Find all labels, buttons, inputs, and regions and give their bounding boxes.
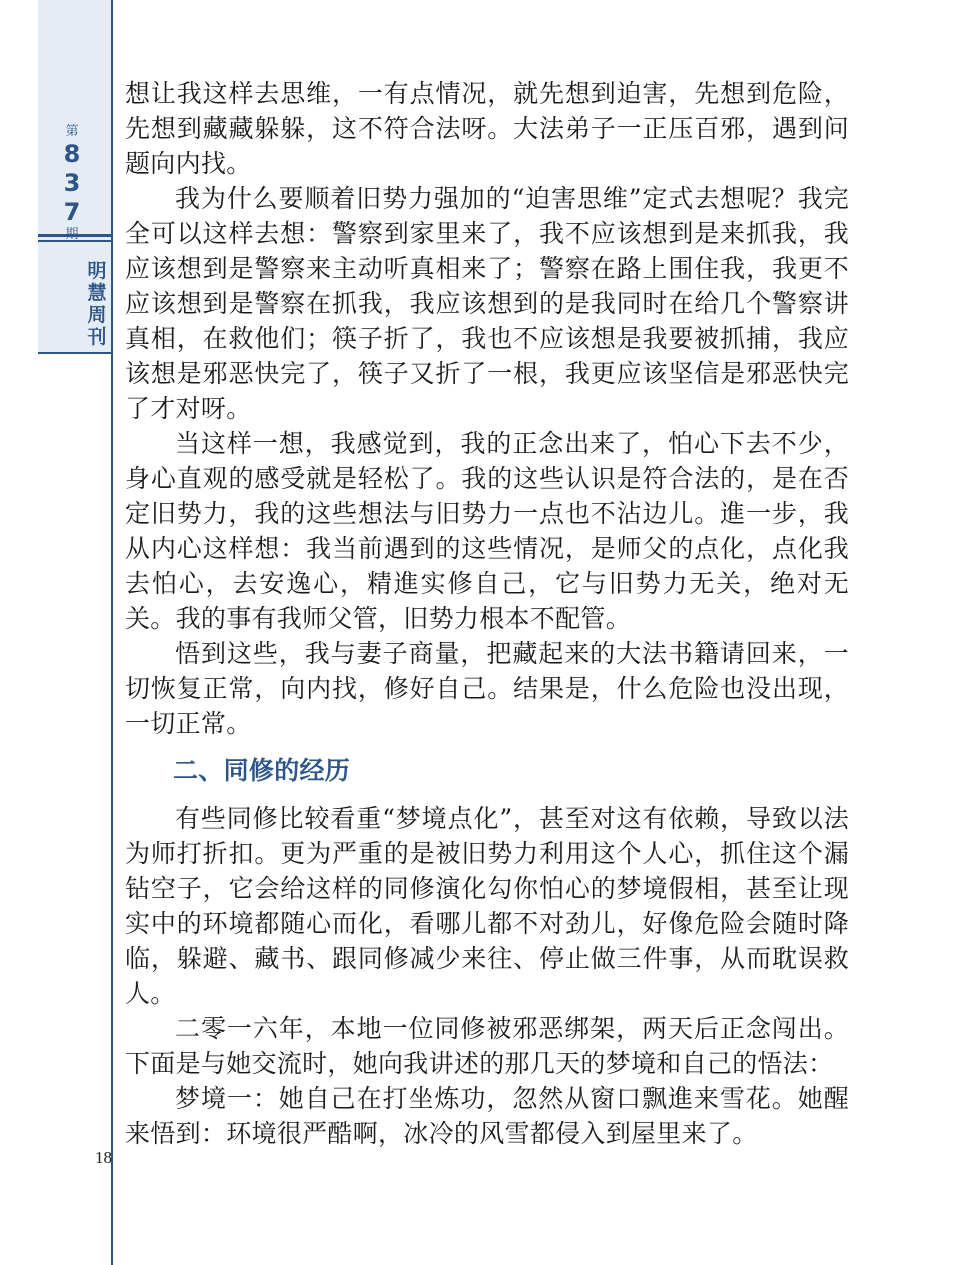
issue-digit: 3: [63, 169, 81, 197]
magazine-title: [86, 260, 108, 348]
paragraph: 二零一六年，本地一位同修被邪恶绑架，两天后正念闯出。下面是与她交流时，她向我讲述的那几天的梦境和自己的悟法：: [125, 1014, 849, 1078]
magazine-title-char: 周: [87, 304, 107, 326]
paragraph: 我为什么要顺着旧势力强加的“迫害思维”定式去想呢？我完全可以这样去想：警察到家里来了，我不应该想到是来抓我，我应该想到是警察来主动听真相来了；警察在路上围住我，我更不应该想到是警察在抓我，我应该想到的是我同时在给几个警察讲真相，在救他们；筷子折了，我也不应该想是我要被抓捕，我应该想是邪恶快完了，筷子又折了一根，我更应该坚信是邪恶快完了才对呀。: [125, 184, 849, 423]
issue-digit: 8: [63, 140, 81, 168]
sidebar-vertical-rule: [111, 0, 113, 1265]
issue-number: [38, 124, 111, 243]
paragraph: 想让我这样去思维，一有点情况，就先想到迫害，先想到危险，先想到藏藏躲躲，这不符合法呀。大法弟子一正压百邪，遇到问题向内找。: [125, 79, 849, 178]
paragraph: 有些同修比较看重“梦境点化”，甚至对这有依赖，导致以法为师打折扣。更为严重的是被旧势力利用这个人心，抓住这个漏钻空子，它会给这样的同修演化勾你怕心的梦境假相，甚至让现实中的环境都随心而化，看哪儿都不对劲儿，好像危险会随时降临，躲避、藏书、跟同修减少来往、停止做三件事，从而耽误救人。: [125, 804, 849, 1008]
article-body: [125, 76, 849, 1151]
paragraph: 当这样一想，我感觉到，我的正念出来了，怕心下去不少，身心直观的感受就是轻松了。我的这些认识是符合法的，是在否定旧势力，我的这些想法与旧势力一点也不沾边儿。進一步，我从内心这样想：我当前遇到的这些情况，是师父的点化，点化我去怕心，去安逸心，精進实修自己，它与旧势力无关，绝对无关。我的事有我师父管，旧势力根本不配管。: [125, 429, 849, 633]
issue-prefix: 第: [65, 124, 79, 139]
paragraph: 悟到这些，我与妻子商量，把藏起来的大法书籍请回来，一切恢复正常，向内找，修好自己。结果是，什么危险也没出现，一切正常。: [125, 639, 849, 738]
page-number: 18: [95, 1148, 112, 1167]
issue-divider: [38, 240, 113, 242]
issue-digit: 7: [63, 198, 81, 226]
issue-divider: [38, 234, 113, 237]
paragraph: 梦境一：她自己在打坐炼功，忽然从窗口飘進来雪花。她醒来悟到：环境很严酷啊，冰冷的风雪都侵入到屋里来了。: [125, 1084, 849, 1148]
magazine-title-char: 慧: [87, 282, 107, 304]
magazine-title-char: 刊: [87, 326, 107, 348]
sidebar-bottom-rule: [38, 352, 113, 354]
magazine-title-char: 明: [87, 260, 107, 282]
section-heading: 二、同修的经历: [173, 756, 351, 785]
